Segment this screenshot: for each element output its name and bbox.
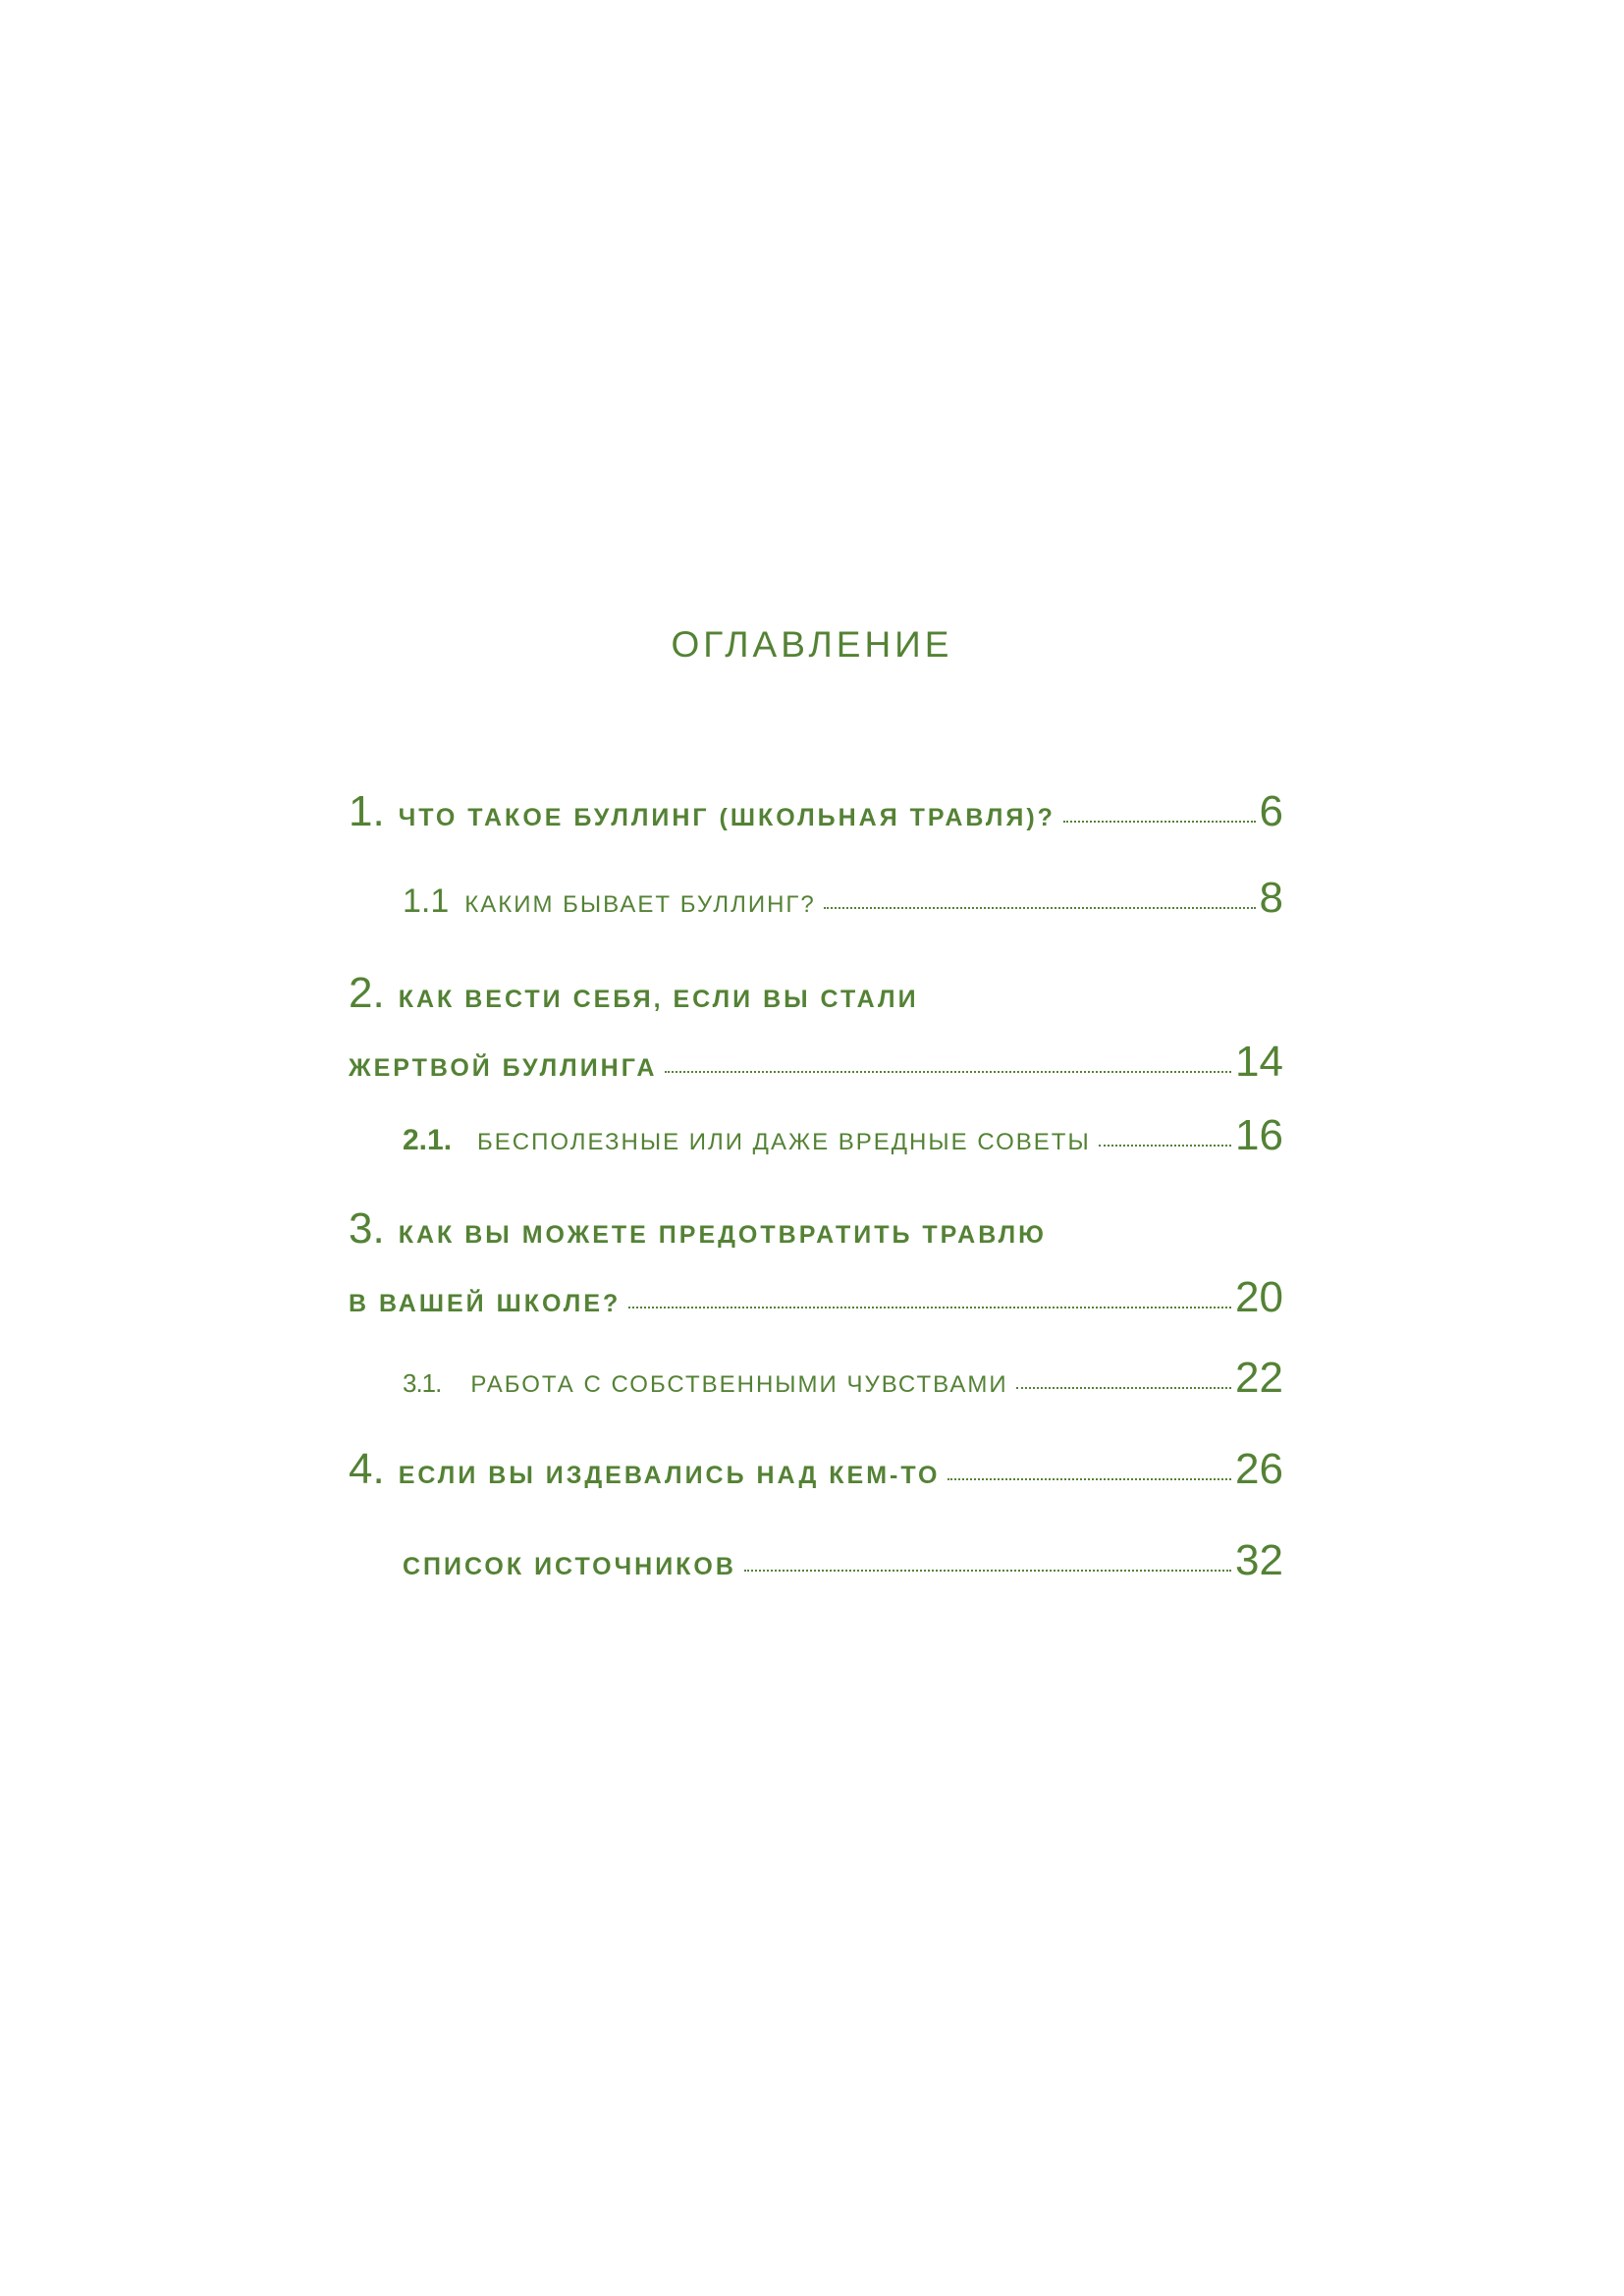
toc-dot-leader bbox=[1099, 1145, 1231, 1147]
toc-entry-number: 3. bbox=[349, 1204, 385, 1253]
toc-entry-title: КАК ВЕСТИ СЕБЯ, ЕСЛИ ВЫ СТАЛИ bbox=[398, 986, 919, 1013]
toc-entry-number: 2. bbox=[349, 969, 385, 1017]
toc-dot-leader bbox=[824, 907, 1256, 909]
toc-page-number: 26 bbox=[1235, 1445, 1283, 1493]
toc-dot-leader bbox=[744, 1570, 1231, 1572]
toc-entry-title: КАКИМ БЫВАЕТ БУЛЛИНГ? bbox=[464, 891, 816, 918]
toc-entry-3[interactable] bbox=[349, 1204, 1047, 1253]
toc-entry-1-1[interactable] bbox=[403, 874, 1283, 922]
toc-entry-title: СПИСОК ИСТОЧНИКОВ bbox=[403, 1553, 736, 1580]
toc-entry-title: РАБОТА С СОБСТВЕННЫМИ ЧУВСТВАМИ bbox=[470, 1371, 1008, 1398]
toc-dot-leader bbox=[1016, 1387, 1231, 1389]
toc-entry-title: ЕСЛИ ВЫ ИЗДЕВАЛИСЬ НАД КЕМ-ТО bbox=[398, 1462, 941, 1489]
toc-page-number: 20 bbox=[1235, 1273, 1283, 1321]
toc-dot-leader bbox=[947, 1478, 1231, 1480]
toc-entry-number: 3.1. bbox=[403, 1368, 442, 1398]
toc-entry-4[interactable] bbox=[349, 1445, 1283, 1493]
toc-entry-2-continued[interactable] bbox=[349, 1038, 1283, 1086]
toc-dot-leader bbox=[665, 1071, 1231, 1073]
toc-entry-number: 1. bbox=[349, 787, 385, 835]
toc-entry-sources[interactable] bbox=[403, 1536, 1283, 1584]
toc-page-number: 16 bbox=[1235, 1111, 1283, 1159]
toc-entry-title: БЕСПОЛЕЗНЫЕ ИЛИ ДАЖЕ ВРЕДНЫЕ СОВЕТЫ bbox=[477, 1129, 1091, 1155]
toc-entry-number: 1.1 bbox=[403, 882, 450, 920]
toc-entry-3-1[interactable] bbox=[403, 1354, 1283, 1402]
toc-entry-2-1[interactable] bbox=[403, 1111, 1283, 1159]
toc-entry-3-continued[interactable] bbox=[349, 1273, 1283, 1321]
toc-entry-title-continued: В ВАШЕЙ ШКОЛЕ? bbox=[349, 1290, 622, 1317]
toc-entry-2[interactable] bbox=[349, 969, 919, 1017]
toc-page-number: 6 bbox=[1259, 787, 1283, 835]
toc-dot-leader bbox=[628, 1307, 1231, 1308]
toc-page-number: 32 bbox=[1235, 1536, 1283, 1584]
toc-entry-title: ЧТО ТАКОЕ БУЛЛИНГ (ШКОЛЬНАЯ ТРАВЛЯ)? bbox=[398, 804, 1056, 831]
toc-page-number: 14 bbox=[1235, 1038, 1283, 1086]
toc-page-number: 22 bbox=[1235, 1354, 1283, 1402]
toc-entry-title: КАК ВЫ МОЖЕТЕ ПРЕДОТВРАТИТЬ ТРАВЛЮ bbox=[398, 1221, 1047, 1249]
toc-dot-leader bbox=[1063, 821, 1256, 823]
toc-entry-number: 2.1. bbox=[403, 1124, 453, 1156]
toc-entry-1[interactable] bbox=[349, 787, 1283, 835]
toc-entry-number: 4. bbox=[349, 1445, 385, 1493]
toc-title: ОГЛАВЛЕНИЕ bbox=[671, 624, 953, 665]
toc-entry-title-continued: ЖЕРТВОЙ БУЛЛИНГА bbox=[349, 1054, 658, 1082]
toc-page-number: 8 bbox=[1259, 874, 1283, 922]
